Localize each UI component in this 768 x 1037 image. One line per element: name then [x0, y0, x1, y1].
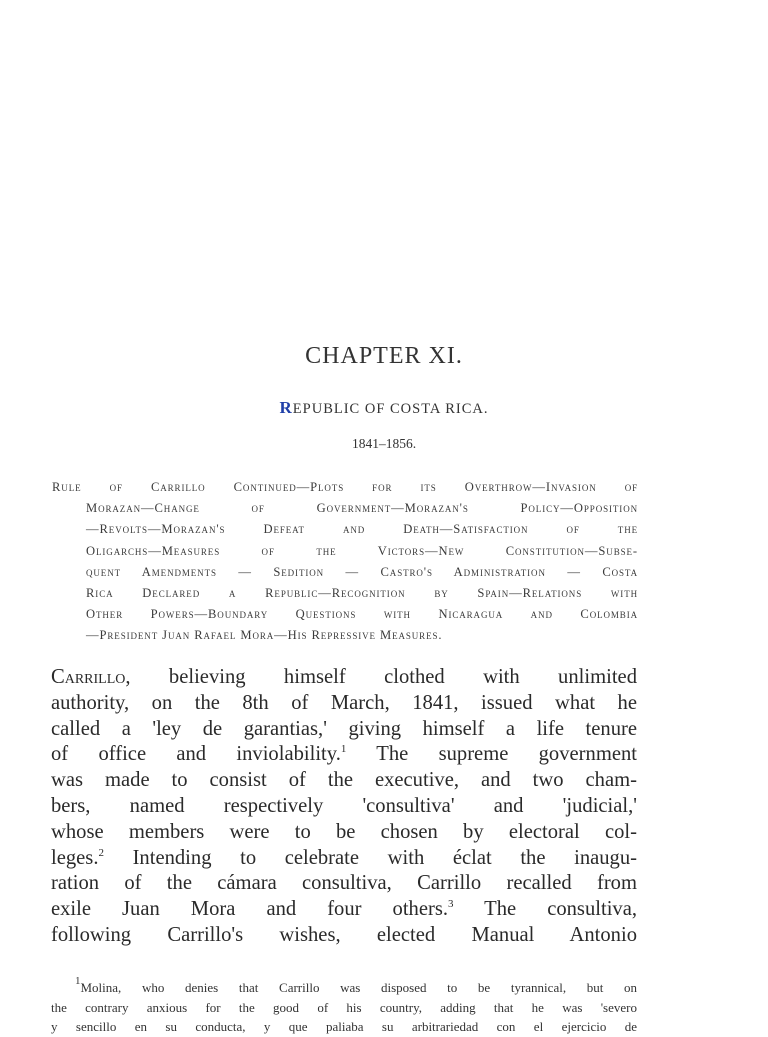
footnote-line: $^1$Molina, who denies that Carrillo was disposed to be tyrannical, but on: [75, 975, 637, 995]
synopsis-line: Morazan—Change of Government—Morazan's Policy—Opposition: [86, 501, 638, 516]
footnote-reference[interactable]: 2: [98, 846, 104, 859]
chapter-dates: 1841–1856.: [351, 436, 417, 451]
synopsis-line: quent Amendments — Sedition — Castro's Administration — Costa: [86, 564, 638, 579]
lead-word: Carrillo: [51, 666, 126, 688]
synopsis-line: Other Powers—Boundary Questions with Nicaragua and Colombia: [86, 607, 638, 622]
body-line: called a 'ley de garantias,' giving himself a life tenure: [51, 717, 637, 740]
body-line: leges.$^2$ Intending to celebrate with éclat the inaugu-: [51, 846, 637, 869]
footnote-marker: 1: [75, 975, 81, 987]
body-paragraph: [51, 665, 637, 949]
footnote-reference[interactable]: 1: [340, 743, 347, 756]
chapter-subtitle: [0, 398, 768, 418]
body-line: was made to consist of the executive, and two cham-: [51, 769, 637, 792]
footnotes: [51, 975, 637, 1037]
body-line: authority, on the 8th of March, 1841, issued what he: [51, 691, 637, 714]
synopsis-line: Rica Declared a Republic—Recognition by Spain—Relations with: [86, 586, 638, 601]
body-line: ration of the cámara consultiva, Carrillo recalled from: [51, 872, 637, 895]
synopsis-line: Oligarchs—Measures of the Victors—New Constitution—Subse-: [86, 543, 638, 558]
footnote-line: the contrary anxious for the good of his country, adding that he was 'severo: [51, 999, 637, 1015]
body-line: Carrillo, believing himself clothed with unlimited: [51, 666, 637, 688]
footnote-line: y sencillo en su conducta, y que paliaba su arbitrariedad con el ejercicio de: [51, 1019, 637, 1034]
synopsis-line: —President Juan Rafael Mora—His Repressive Measures.: [86, 628, 443, 643]
chapter-title: CHAPTER XI.: [305, 343, 463, 369]
subtitle-text: EPUBLIC OF COSTA RICA.: [292, 401, 489, 417]
synopsis-line: —Revolts—Morazan's Defeat and Death—Satisfaction of the: [86, 522, 638, 537]
synopsis-line: Rule of Carrillo Continued—Plots for its Overthrow—Invasion of: [52, 480, 638, 494]
body-line: following Carrillo's wishes, elected Manual Antonio: [51, 923, 637, 946]
body-line: of office and inviolability.$^1$ The supreme government: [51, 743, 637, 766]
body-line: bers, named respectively 'consultiva' and 'judicial,': [51, 794, 637, 817]
body-line: exile Juan Mora and four others.$^3$ The consultiva,: [51, 898, 637, 921]
chapter-synopsis: [52, 477, 638, 647]
footnote-reference[interactable]: 3: [448, 898, 454, 911]
subtitle-decorated-initial: R: [279, 398, 293, 417]
body-line: whose members were to be chosen by electoral col-: [51, 820, 637, 843]
